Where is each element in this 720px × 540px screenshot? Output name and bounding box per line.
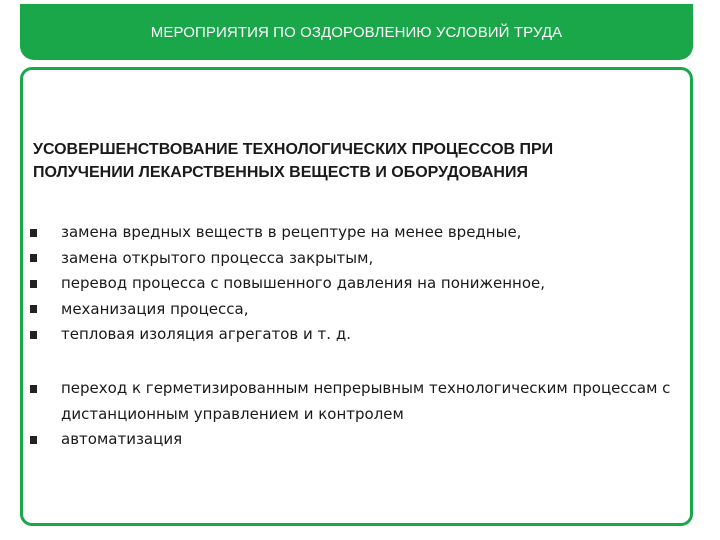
square-bullet-icon <box>30 246 41 272</box>
list-item-text: замена открытого процесса закрытым, <box>61 248 374 267</box>
square-bullet-icon <box>30 220 41 246</box>
square-bullet-icon <box>30 322 41 348</box>
list-item-text: замена вредных веществ в рецептуре на менее вредные, <box>61 223 522 241</box>
list-item <box>30 220 680 246</box>
list-item-text: автоматизация <box>61 430 183 448</box>
automation-list <box>30 376 680 453</box>
square-bullet-icon <box>30 427 41 453</box>
measures-list <box>30 220 680 348</box>
list-item-text: тепловая изоляция агрегатов и т. д. <box>61 325 351 343</box>
list-item <box>30 376 680 427</box>
section-heading-line-1: УСОВЕРШЕНСТВОВАНИЕ ТЕХНОЛОГИЧЕСКИХ ПРОЦЕССОВ ПРИ <box>33 141 554 158</box>
list-item <box>30 246 680 272</box>
header-bar <box>20 4 693 60</box>
list-item <box>30 297 680 323</box>
list-item <box>30 427 680 453</box>
square-bullet-icon <box>30 271 41 297</box>
section-heading <box>33 138 673 184</box>
list-item-text: механизация процесса, <box>61 299 249 318</box>
section-heading-line-2: ПОЛУЧЕНИИ ЛЕКАРСТВЕННЫХ ВЕЩЕСТВ И ОБОРУДОВАНИЯ <box>33 164 528 181</box>
square-bullet-icon <box>30 297 41 323</box>
list-item <box>30 322 680 348</box>
list-item-text: перевод процесса с повышенного давления на пониженное, <box>61 274 545 292</box>
square-bullet-icon <box>30 376 41 402</box>
list-item <box>30 271 680 297</box>
page-title: МЕРОПРИЯТИЯ ПО ОЗДОРОВЛЕНИЮ УСЛОВИЙ ТРУДА <box>150 23 563 41</box>
list-item-text: переход к герметизированным непрерывным технологическим процессам с дистанционным управлением и контролем <box>61 379 671 423</box>
